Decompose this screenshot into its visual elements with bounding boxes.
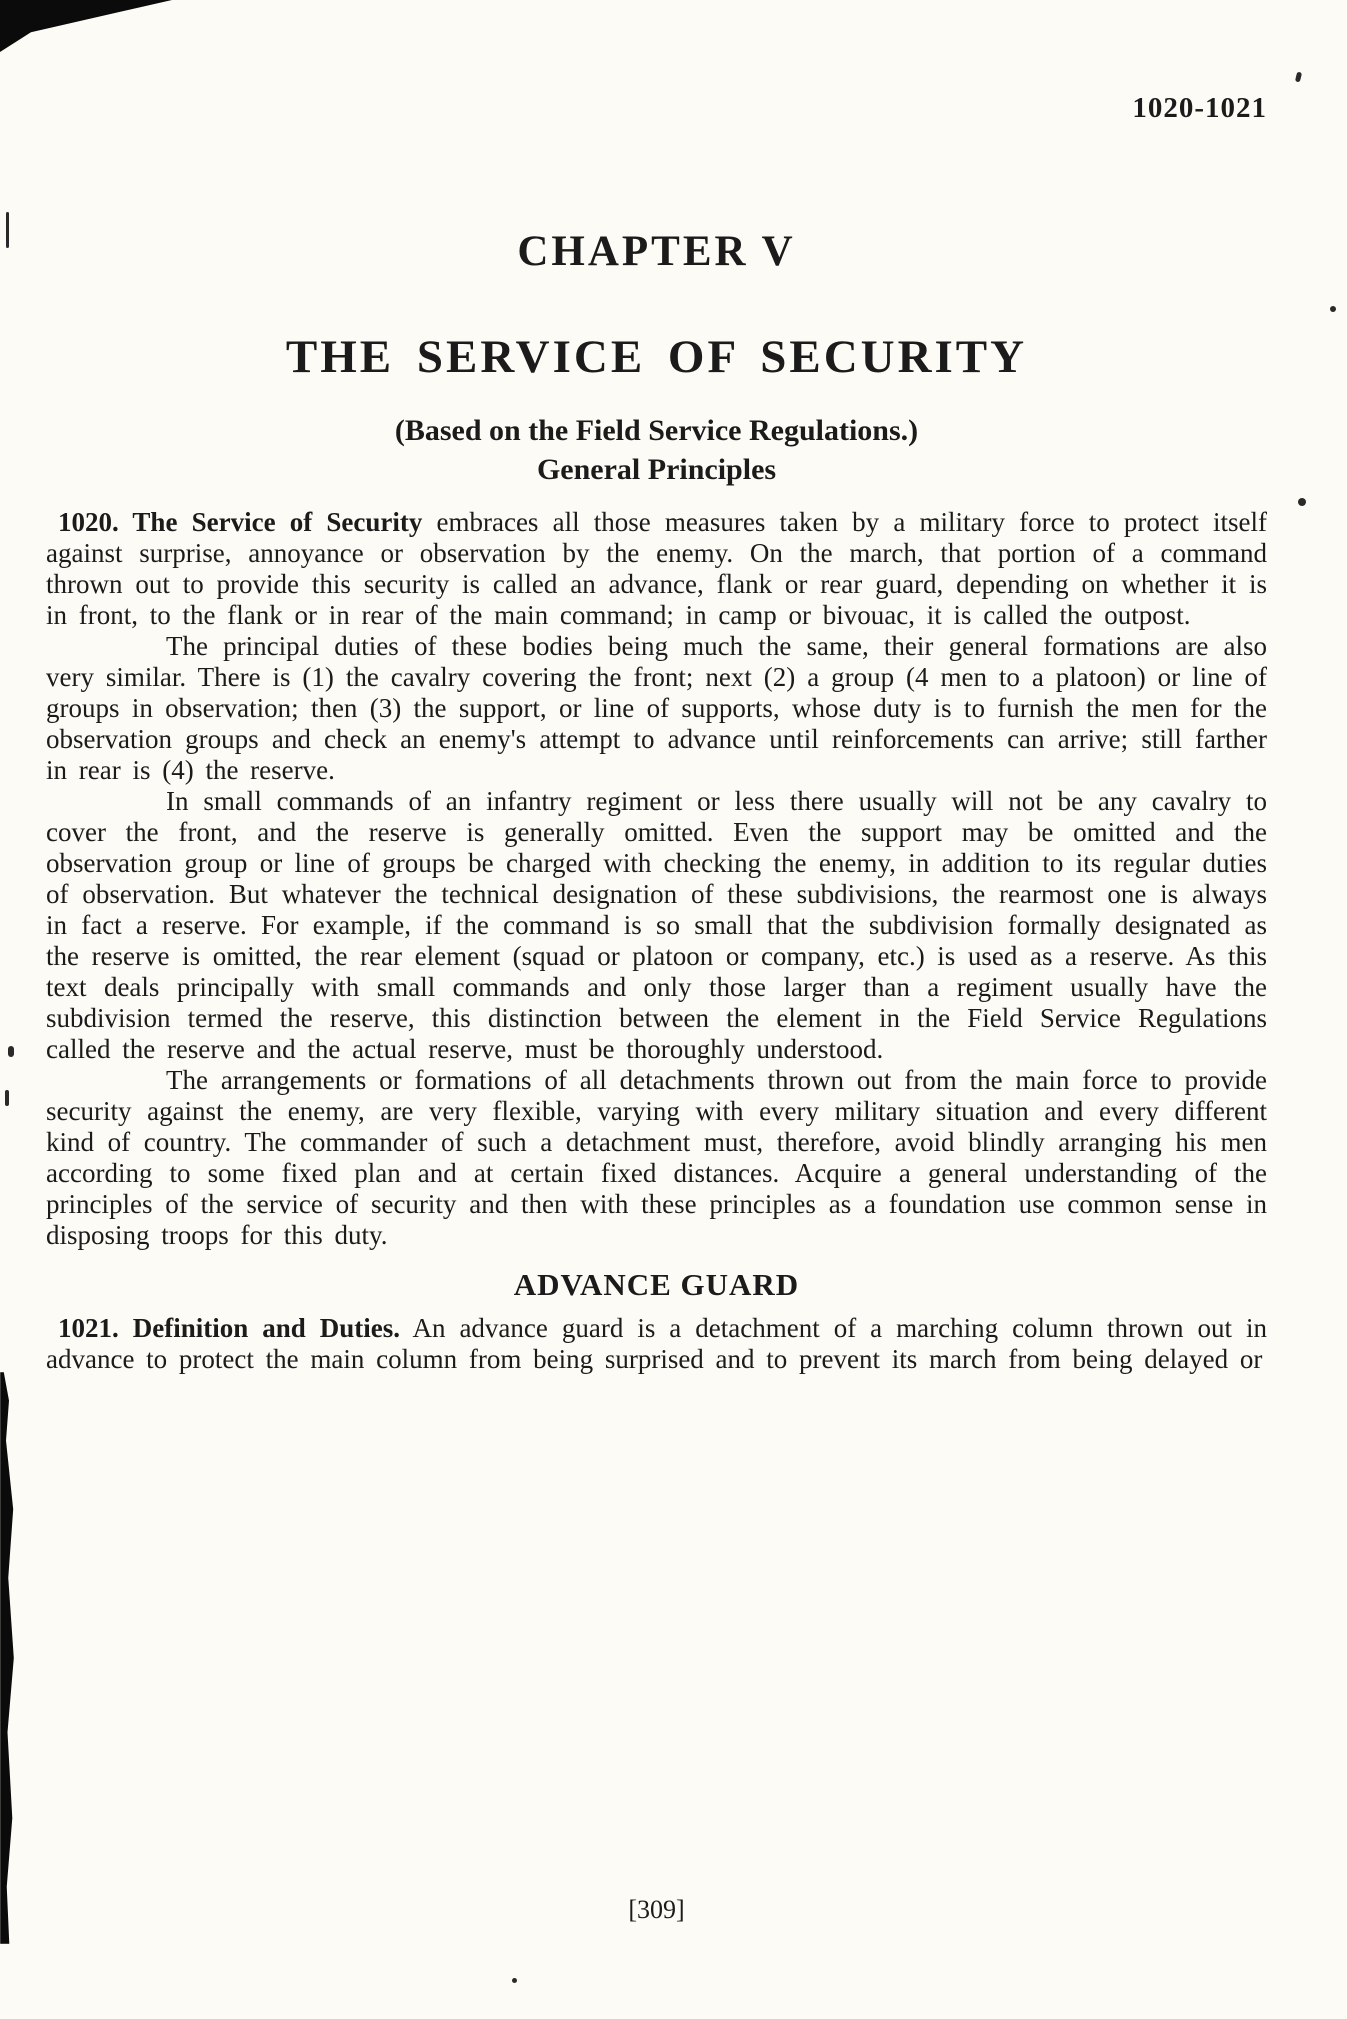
subtitle-general-principles: General Principles (536, 453, 777, 486)
paragraph-text: An advance guard is a detachment of a marching column thrown out in advance to protect the main column from being surprised and to prevent its march from being delayed or (46, 1313, 1267, 1374)
section-heading-advance-guard: ADVANCE GUARD (513, 1267, 800, 1302)
scan-speck (8, 1046, 14, 1057)
page-header-number: 1020-1021 (1132, 92, 1267, 124)
subtitle-basis: (Based on the Field Service Regulations.) (394, 414, 919, 447)
paragraph-lead: 1020. The Service of Security (58, 507, 423, 537)
paragraph-1021 (46, 1313, 1267, 1375)
scan-speck (5, 1090, 9, 1106)
paragraph-arrangements (46, 1065, 1267, 1251)
scan-speck (1295, 72, 1302, 83)
paragraph-text: In small commands of an infantry regiment or less there usually will not be any cavalry to cover the front, and the reserve is generally omitted. Even the support may be omitted and the observation group or line of groups be charged with checking the enemy, in addition to its regular duties of observation. But whatever the technical designation of these subdivisions, the rearmost one is always in fact a reserve. For example, if the command is so small that the subdivision formally designated as the reserve is omitted, the rear element (squad or platoon or company, etc.) is used as a reserve. As this text deals principally with small commands and only those larger than a regiment usually have the subdivision termed the reserve, this distinction between the element in the Field Service Regulations called the reserve and the actual reserve, must be thoroughly understood. (46, 786, 1267, 1064)
scan-speck (512, 1978, 517, 1983)
paragraph-text: The arrangements or formations of all detachments thrown out from the main force to provide security against the enemy, are very flexible, varying with every military situation and every different kind of country. The commander of such a detachment must, therefore, avoid blindly arranging his men according to some fixed plan and at certain fixed distances. Acquire a general understanding of the principles of the service of security and then with these principles as a foundation use common sense in disposing troops for this duty. (46, 1065, 1267, 1250)
scan-speck (1330, 306, 1336, 312)
paragraph-lead: 1021. Definition and Duties. (58, 1313, 400, 1343)
paragraph-text: embraces all those measures taken by a military force to protect itself against surprise, annoyance or observation by the enemy. On the march, that portion of a command thrown out to provide this security is called an advance, flank or rear guard, depending on whether it is in front, to the flank or in rear of the main command; in camp or bivouac, it is called the outpost. (46, 507, 1267, 630)
scan-speck (6, 212, 9, 248)
chapter-title: CHAPTER V (517, 228, 796, 275)
page-footer-number: [309] (628, 1895, 685, 1924)
main-title: THE SERVICE OF SECURITY (285, 331, 1028, 383)
body-text-block (46, 507, 1267, 1375)
paragraph-small-commands (46, 786, 1267, 1065)
paragraph-text: The principal duties of these bodies being much the same, their general formations are also very similar. There is (1) the cavalry covering the front; next (2) a group (4 men to a platoon) or line of groups in observation; then (3) the support, or line of supports, whose duty is to furnish the men for the observation groups and check an enemy's attempt to advance until reinforcements can arrive; still farther in rear is (4) the reserve. (46, 631, 1267, 785)
paragraph-1020 (46, 507, 1267, 631)
scan-speck (1298, 498, 1306, 506)
scan-artifact-left-edge-smudge (0, 1372, 15, 1944)
paragraph-principal-duties (46, 631, 1267, 786)
